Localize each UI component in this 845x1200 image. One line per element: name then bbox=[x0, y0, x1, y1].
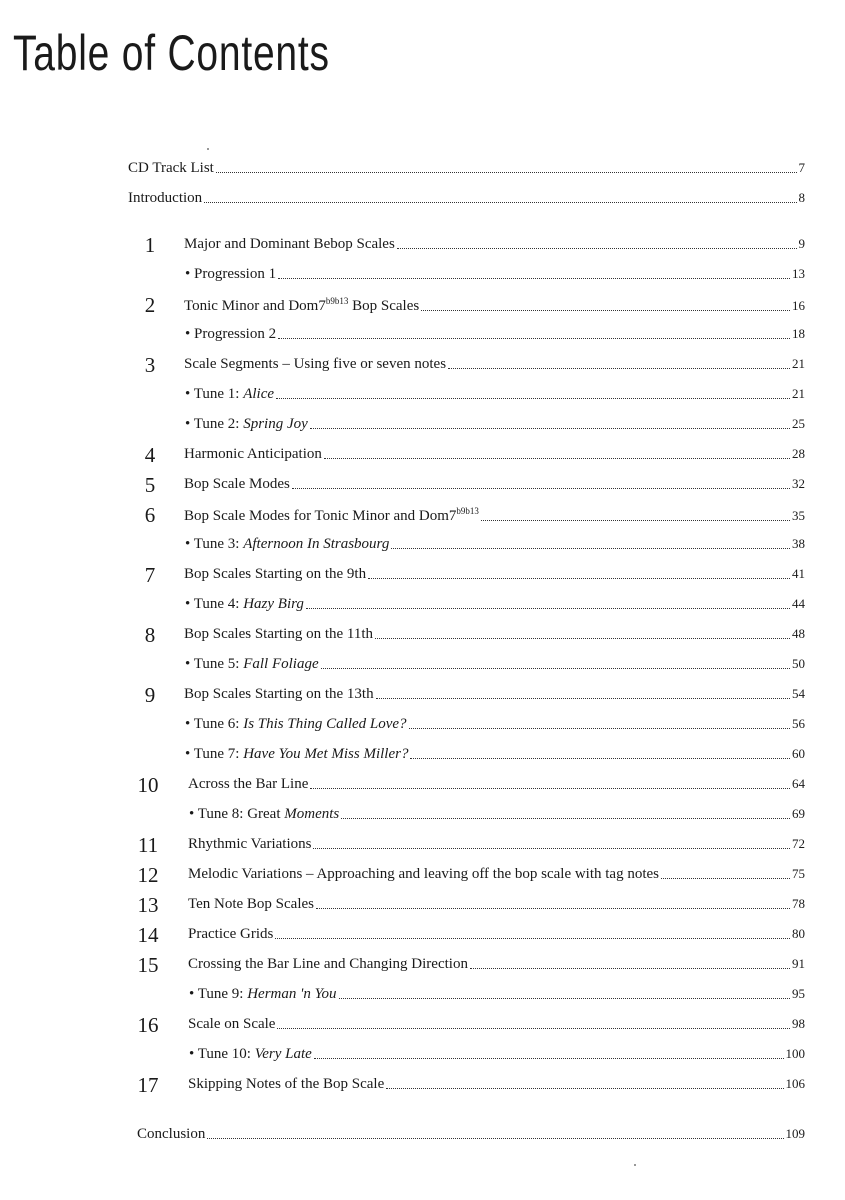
chapter-number: 2 bbox=[144, 293, 156, 317]
chapter-number: 7 bbox=[144, 563, 156, 587]
toc-entry bbox=[185, 716, 805, 733]
chapter-number: 8 bbox=[144, 623, 156, 647]
entry-title-text: Bop Scales Starting on the 13th bbox=[184, 686, 374, 702]
toc-entry bbox=[144, 623, 805, 647]
tune-name: Fall Foliage bbox=[243, 656, 319, 672]
toc-entry bbox=[137, 833, 805, 857]
page-number: 100 bbox=[785, 1046, 805, 1061]
entry-title bbox=[184, 296, 419, 315]
entry-title-text: Melodic Variations – Approaching and leaving off the bop scale with tag notes bbox=[188, 866, 660, 882]
entry-title-text: Across the Bar Line bbox=[188, 776, 309, 792]
entry-title bbox=[185, 596, 304, 613]
entry-title-text: Practice Grids bbox=[188, 926, 274, 942]
entry-title-text: Tonic Minor and Dom7 bbox=[184, 298, 326, 314]
toc-entry bbox=[144, 563, 805, 587]
entry-title-text: Rhythmic Variations bbox=[188, 836, 312, 852]
toc-entry bbox=[189, 1046, 805, 1063]
entry-title bbox=[184, 446, 322, 463]
page-number: 64 bbox=[792, 776, 805, 791]
entry-title-text: Bop Scale Modes bbox=[184, 476, 290, 492]
dot-leader bbox=[448, 367, 790, 369]
dot-leader bbox=[321, 667, 790, 669]
page-number: 16 bbox=[792, 298, 805, 313]
page-number: 21 bbox=[792, 386, 805, 401]
entry-title-text: Bop Scales Starting on the 9th bbox=[184, 566, 367, 582]
toc-entry bbox=[137, 893, 805, 917]
entry-title bbox=[137, 1126, 205, 1143]
page-number: 72 bbox=[792, 836, 805, 851]
entry-title bbox=[128, 190, 202, 207]
entry-title-superscript: b9b13 bbox=[325, 296, 349, 306]
dot-leader bbox=[275, 937, 790, 939]
tune-name: Alice bbox=[243, 386, 275, 402]
page-number: 56 bbox=[792, 716, 805, 731]
page-title: Table of Contents bbox=[13, 25, 330, 81]
entry-title-text: Scale Segments – Using five or seven notes bbox=[184, 356, 447, 372]
entry-title-text: • Tune 2: bbox=[185, 416, 244, 432]
entry-title bbox=[188, 836, 311, 853]
page-number: 75 bbox=[792, 866, 805, 881]
dot-leader bbox=[341, 817, 790, 819]
entry-title bbox=[189, 1046, 312, 1063]
page-number: 25 bbox=[792, 416, 805, 431]
entry-title bbox=[185, 266, 276, 283]
toc-entry bbox=[185, 746, 805, 763]
dot-leader bbox=[339, 997, 790, 999]
page-number: 80 bbox=[792, 926, 805, 941]
entry-title bbox=[185, 386, 274, 403]
chapter-number: 10 bbox=[137, 773, 159, 797]
entry-title bbox=[185, 716, 407, 733]
chapter-number: 16 bbox=[137, 1013, 159, 1037]
entry-title-text: Introduction bbox=[128, 190, 203, 206]
page-number: 13 bbox=[792, 266, 805, 281]
entry-title bbox=[188, 866, 659, 883]
entry-title-text: • Progression 2 bbox=[185, 326, 277, 342]
dot-leader bbox=[470, 967, 790, 969]
chapter-number: 12 bbox=[137, 863, 159, 887]
entry-title bbox=[184, 686, 374, 703]
page-number: 48 bbox=[792, 626, 805, 641]
tune-name: Is This Thing Called Love? bbox=[243, 716, 407, 732]
page-number: 41 bbox=[792, 566, 805, 581]
page-number: 54 bbox=[792, 686, 805, 701]
toc-entry bbox=[185, 386, 805, 403]
toc-entry bbox=[137, 863, 805, 887]
entry-title bbox=[184, 626, 373, 643]
entry-title-text: Major and Dominant Bebop Scales bbox=[184, 236, 395, 252]
entry-title-text: Crossing the Bar Line and Changing Direction bbox=[188, 956, 468, 972]
dot-leader bbox=[278, 337, 790, 339]
toc-entry bbox=[144, 293, 805, 317]
toc-entry bbox=[185, 326, 805, 343]
entry-title bbox=[184, 566, 366, 583]
entry-title bbox=[128, 160, 214, 177]
tune-name: Moments bbox=[284, 806, 340, 822]
entry-title-text: • Tune 5: bbox=[185, 656, 244, 672]
entry-title bbox=[189, 806, 339, 823]
page-number: 60 bbox=[792, 746, 805, 761]
entry-title bbox=[189, 986, 337, 1003]
entry-title-text: Bop Scale Modes for Tonic Minor and Dom7 bbox=[184, 508, 457, 524]
dot-leader bbox=[376, 697, 790, 699]
tune-name: Spring Joy bbox=[243, 416, 308, 432]
page-number: 28 bbox=[792, 446, 805, 461]
entry-title-text: • Tune 6: bbox=[185, 716, 244, 732]
entry-title bbox=[184, 476, 290, 493]
entry-title-text: • Tune 9: bbox=[189, 986, 248, 1002]
chapter-number: 3 bbox=[144, 353, 156, 377]
entry-title bbox=[185, 536, 389, 553]
page-number: 78 bbox=[792, 896, 805, 911]
toc-entry bbox=[137, 773, 805, 797]
dot-leader bbox=[661, 877, 790, 879]
chapter-number: 9 bbox=[144, 683, 156, 707]
chapter-number: 1 bbox=[144, 233, 156, 257]
tune-name: Herman 'n You bbox=[247, 986, 337, 1002]
toc-entry bbox=[185, 266, 805, 283]
toc-entry bbox=[185, 656, 805, 673]
page-number: 32 bbox=[792, 476, 805, 491]
toc-entry bbox=[144, 353, 805, 377]
chapter-number: 4 bbox=[144, 443, 156, 467]
entry-title bbox=[188, 956, 468, 973]
chapter-number: 15 bbox=[137, 953, 159, 977]
dot-leader bbox=[386, 1087, 783, 1089]
toc-entry bbox=[144, 443, 805, 467]
entry-title-text: • Tune 1: bbox=[185, 386, 244, 402]
toc-entry bbox=[189, 806, 805, 823]
entry-title bbox=[184, 506, 479, 525]
page-number: 9 bbox=[798, 236, 805, 251]
dot-leader bbox=[410, 757, 790, 759]
chapter-number: 11 bbox=[137, 833, 159, 857]
dot-leader bbox=[216, 171, 797, 173]
toc-entry bbox=[185, 536, 805, 553]
toc-entry bbox=[137, 923, 805, 947]
entry-title-text: • Tune 7: bbox=[185, 746, 244, 762]
entry-title bbox=[188, 776, 308, 793]
toc-entry bbox=[144, 473, 805, 497]
dot-leader bbox=[409, 727, 790, 729]
page-number: 8 bbox=[798, 190, 805, 205]
entry-title-superscript: b9b13 bbox=[456, 506, 479, 516]
page-number: 50 bbox=[792, 656, 805, 671]
entry-title bbox=[184, 356, 446, 373]
entry-title-text: Scale on Scale bbox=[188, 1016, 276, 1032]
entry-title-text: Harmonic Anticipation bbox=[184, 446, 322, 462]
toc-entry bbox=[137, 1073, 805, 1097]
dot-leader bbox=[313, 847, 790, 849]
tune-name: Hazy Birg bbox=[243, 596, 304, 612]
chapter-number: 14 bbox=[137, 923, 159, 947]
entry-title-text: Bop Scales Starting on the 11th bbox=[184, 626, 374, 642]
scan-speck bbox=[207, 148, 209, 150]
entry-title-suffix: Bop Scales bbox=[348, 298, 420, 314]
entry-title-text: Conclusion bbox=[137, 1126, 206, 1142]
page-number: 44 bbox=[792, 596, 805, 611]
dot-leader bbox=[397, 247, 797, 249]
toc-entry bbox=[144, 683, 805, 707]
toc-entry bbox=[144, 233, 805, 257]
dot-leader bbox=[207, 1137, 783, 1139]
dot-leader bbox=[310, 427, 790, 429]
toc-entry bbox=[144, 503, 805, 527]
chapter-number: 6 bbox=[144, 503, 156, 527]
dot-leader bbox=[204, 201, 796, 203]
page-number: 91 bbox=[792, 956, 805, 971]
dot-leader bbox=[276, 397, 790, 399]
entry-title bbox=[188, 1016, 275, 1033]
dot-leader bbox=[278, 277, 790, 279]
chapter-number: 5 bbox=[144, 473, 156, 497]
tune-name: Have You Met Miss Miller? bbox=[243, 746, 409, 762]
dot-leader bbox=[375, 637, 790, 639]
dot-leader bbox=[306, 607, 790, 609]
dot-leader bbox=[314, 1057, 784, 1059]
entry-title-text: Skipping Notes of the Bop Scale bbox=[188, 1076, 385, 1092]
entry-title-text: CD Track List bbox=[128, 160, 214, 176]
page-number: 21 bbox=[792, 356, 805, 371]
page-number: 106 bbox=[785, 1076, 805, 1091]
page-number: 7 bbox=[798, 160, 805, 175]
dot-leader bbox=[391, 547, 790, 549]
page-number: 18 bbox=[792, 326, 805, 341]
chapter-number: 17 bbox=[137, 1073, 159, 1097]
entry-title bbox=[185, 416, 308, 433]
entry-title bbox=[185, 656, 319, 673]
dot-leader bbox=[324, 457, 790, 459]
dot-leader bbox=[292, 487, 790, 489]
entry-title bbox=[188, 1076, 384, 1093]
scan-speck bbox=[634, 1164, 636, 1166]
entry-title-text: • Progression 1 bbox=[185, 266, 277, 282]
toc-entry bbox=[137, 1013, 805, 1037]
dot-leader bbox=[368, 577, 790, 579]
toc-entry bbox=[185, 596, 805, 613]
toc-entry bbox=[128, 160, 805, 177]
entry-title bbox=[184, 236, 395, 253]
page-number: 38 bbox=[792, 536, 805, 551]
entry-title bbox=[188, 926, 273, 943]
entry-title-text: • Tune 4: bbox=[185, 596, 244, 612]
dot-leader bbox=[421, 309, 790, 311]
tune-name: Very Late bbox=[254, 1046, 312, 1062]
entry-title bbox=[185, 326, 276, 343]
chapter-number: 13 bbox=[137, 893, 159, 917]
entry-title bbox=[188, 896, 314, 913]
page-number: 69 bbox=[792, 806, 805, 821]
page-number: 98 bbox=[792, 1016, 805, 1031]
toc-entry bbox=[185, 416, 805, 433]
entry-title-text: Ten Note Bop Scales bbox=[188, 896, 315, 912]
page-number: 95 bbox=[792, 986, 805, 1001]
entry-title-text: • Tune 3: bbox=[185, 536, 244, 552]
entry-title bbox=[185, 746, 408, 763]
toc-entry bbox=[137, 953, 805, 977]
entry-title-text: • Tune 10: bbox=[189, 1046, 255, 1062]
toc-entry bbox=[189, 986, 805, 1003]
page-number: 109 bbox=[785, 1126, 805, 1141]
toc-entry bbox=[128, 190, 805, 207]
entry-title-text: • Tune 8: Great bbox=[189, 806, 285, 822]
dot-leader bbox=[277, 1027, 790, 1029]
tune-name: Afternoon In Strasbourg bbox=[243, 536, 390, 552]
dot-leader bbox=[310, 787, 790, 789]
page-number: 35 bbox=[792, 508, 805, 523]
toc-entry bbox=[137, 1126, 805, 1143]
dot-leader bbox=[316, 907, 790, 909]
dot-leader bbox=[481, 519, 790, 521]
